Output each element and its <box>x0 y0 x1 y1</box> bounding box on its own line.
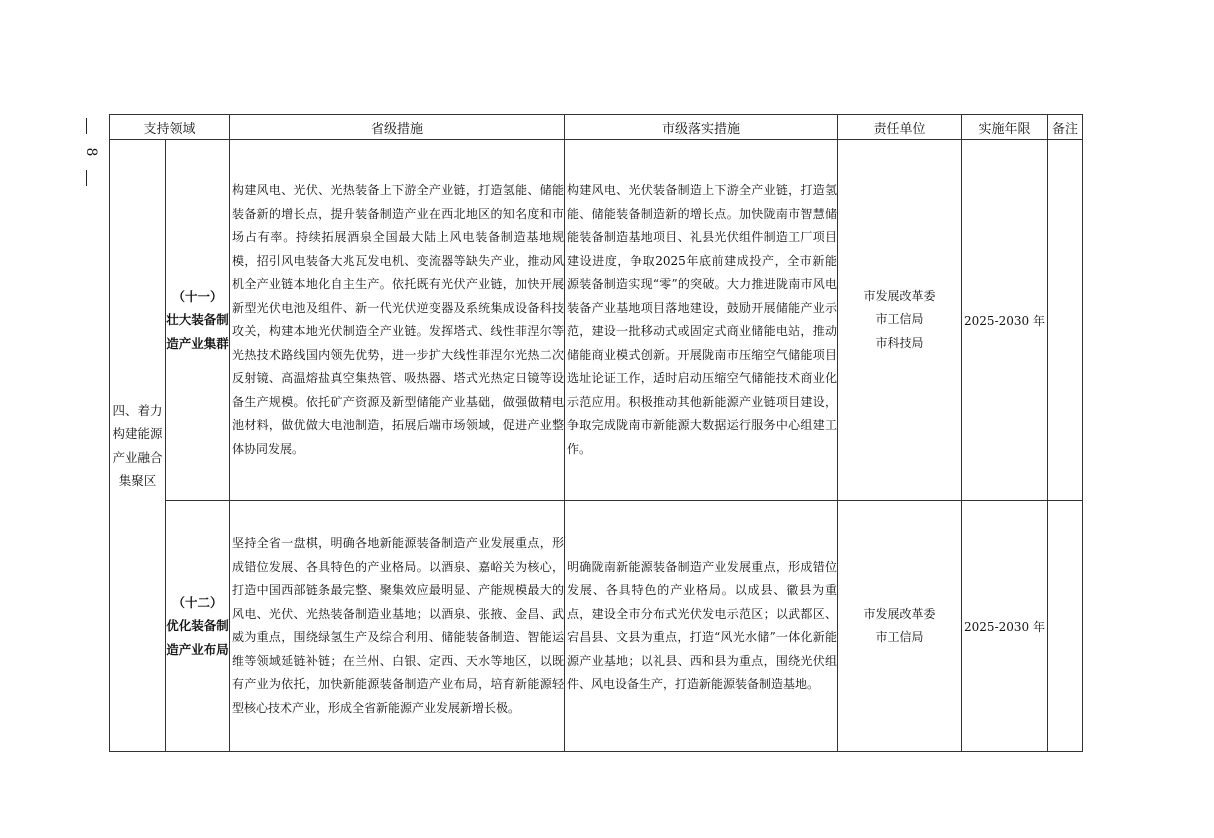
page-number-text: 8 <box>83 147 99 157</box>
implementation-years-cell: 2025-2030 年 <box>962 501 1048 752</box>
table-row <box>110 501 1083 752</box>
page-number-dash-bottom <box>86 170 87 186</box>
responsible-unit: 市发展改革委 <box>863 288 936 303</box>
responsible-unit: 市工信局 <box>875 630 924 644</box>
sub-area-title: 壮大装备制造产业集群 <box>166 312 229 351</box>
responsible-unit: 市科技局 <box>875 335 924 350</box>
remarks-cell <box>1048 501 1083 752</box>
header-responsible-units: 责任单位 <box>838 115 962 140</box>
sub-area-cell <box>166 501 230 752</box>
sub-area-number: （十二） <box>172 594 223 610</box>
implementation-years-cell: 2025-2030 年 <box>962 140 1048 501</box>
header-support-area: 支持领域 <box>110 115 230 140</box>
header-remarks: 备注 <box>1048 115 1083 140</box>
responsible-unit: 市工信局 <box>875 312 924 327</box>
page-number-dash-top <box>86 118 87 134</box>
sub-area-cell <box>166 140 230 501</box>
responsible-units-cell <box>838 501 962 752</box>
header-implementation-years: 实施年限 <box>962 115 1048 140</box>
municipal-measure-cell: 明确陇南新能源装备制造产业发展重点，形成错位发展、各具特色的产业格局。以成县、徽县为重点，建设全市分布式光伏发电示范区；以武都区、宕昌县、文县为重点，打造“风光水储”一体化新能源产业基地；以礼县、西和县为重点，围绕光伏组件、风电设备生产，打造新能源装备制造基地。 <box>565 501 838 752</box>
page-number <box>78 118 99 188</box>
header-provincial-measures: 省级措施 <box>230 115 565 140</box>
responsible-unit: 市发展改革委 <box>863 606 936 621</box>
provincial-measure-cell: 构建风电、光伏、光热装备上下游全产业链，打造氢能、储能装备新的增长点，提升装备制造产业在西北地区的知名度和市场占有率。持续拓展酒泉全国最大陆上风电装备制造基地规模，招引风电装备大兆瓦发电机、变流器等缺失产业，推动风机全产业链本地化自主生产。依托既有光伏产业链，加快开展新型光伏电池及组件、新一代光伏逆变器及系统集成设备科技攻关，构建本地光伏制造全产业链。发挥塔式、线性菲涅尔等光热技术路线国内领先优势，进一步扩大线性菲涅尔光热二次反射镜、高温熔盐真空集热管、吸热器、塔式光热定日镜等设备生产规模。依托矿产资源及新型储能产业基础，做强做精电池材料，做优做大电池制造，拓展后端市场领域，促进产业整体协同发展。 <box>230 140 565 501</box>
responsible-units-cell <box>838 140 962 501</box>
sub-area-number: （十一） <box>172 288 223 304</box>
remarks-cell <box>1048 140 1083 501</box>
municipal-measure-cell: 构建风电、光伏装备制造上下游全产业链，打造氢能、储能装备制造新的增长点。加快陇南市智慧储能装备制造基地项目、礼县光伏组件制造工厂项目建设进度，争取2025年底前建成投产，全市新能源装备制造实现“零”的突破。大力推进陇南市风电装备产业基地项目落地建设，鼓励开展储能产业示范，建设一批移动式或固定式商业储能电站，推动储能商业模式创新。开展陇南市压缩空气储能项目选址论证工作，适时启动压缩空气储能技术商业化示范应用。积极推动其他新能源产业链项目建设，争取完成陇南市新能源大数据运行服务中心组建工作。 <box>565 140 838 501</box>
header-municipal-measures: 市级落实措施 <box>565 115 838 140</box>
sub-area-title: 优化装备制造产业布局 <box>166 618 229 657</box>
provincial-measure-cell: 坚持全省一盘棋，明确各地新能源装备制造产业发展重点，形成错位发展、各具特色的产业格局。以酒泉、嘉峪关为核心，打造中国西部链条最完整、聚集效应最明显、产能规模最大的风电、光伏、光热装备制造业基地；以酒泉、张掖、金昌、武威为重点，围绕绿氢生产及综合利用、储能装备制造、智能运维等领域延链补链；在兰州、白银、定西、天水等地区，以既有产业为依托，加快新能源装备制造产业布局，培育新能源轻型核心技术产业，形成全省新能源产业发展新增长极。 <box>230 501 565 752</box>
table-row <box>110 140 1083 501</box>
table-header-row <box>110 115 1083 140</box>
support-area-cell: 四、着力构建能源产业融合集聚区 <box>110 140 166 752</box>
measures-table <box>109 114 1083 752</box>
